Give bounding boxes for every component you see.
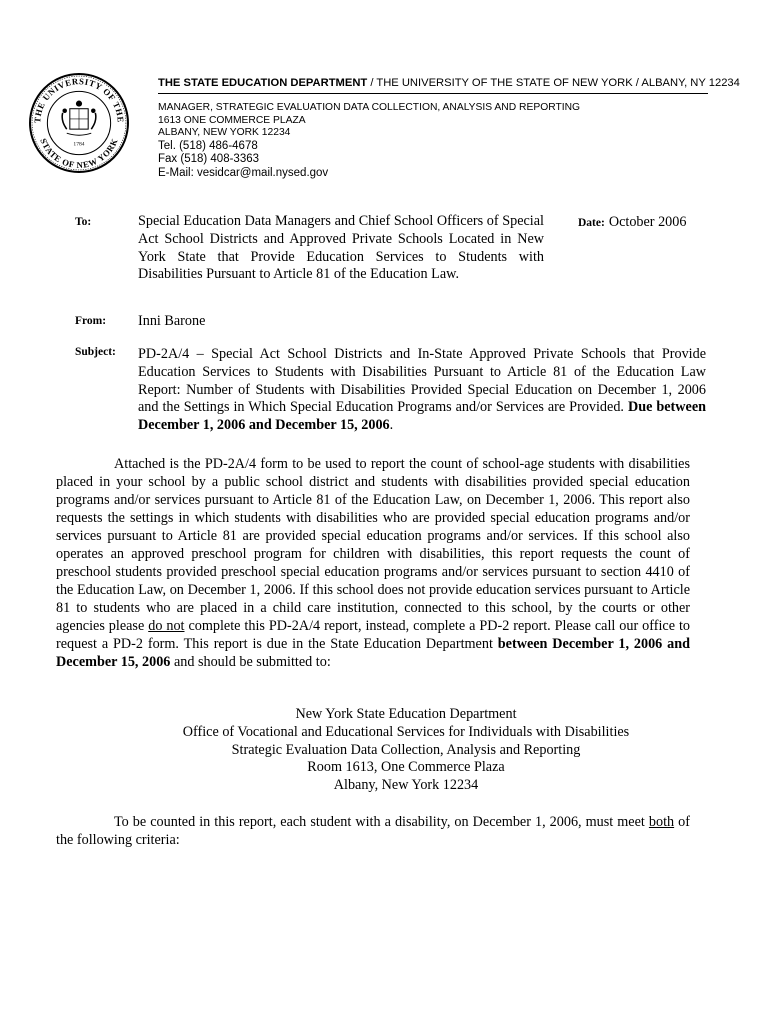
body-p2-both: both [648, 814, 675, 830]
department-address: / THE UNIVERSITY OF THE STATE OF NEW YORK / ALBANY, NY 12234 [367, 77, 740, 89]
subject-label: Subject: [75, 346, 116, 358]
memo-date [578, 213, 686, 231]
to-recipients: Special Education Data Managers and Chief School Officers of Special Act School Districts and Approved Private Schools Located in New York State that Provide Education Services to Students with Disabilities Pursuant to Article 81 of the Education Law. [138, 213, 544, 283]
address-line: Room 1613, One Commerce Plaza [307, 759, 505, 776]
address-line: Strategic Evaluation Data Collection, Analysis and Reporting [231, 741, 581, 758]
from-sender: Inni Barone [138, 313, 206, 329]
office-fax: Fax (518) 408-3363 [158, 153, 260, 166]
date-label: Date: [578, 217, 605, 229]
from-label: From: [75, 315, 107, 327]
body-p1-due-dates: between December 1, 2006 and December 15, 2006 [56, 636, 691, 670]
office-title: MANAGER, STRATEGIC EVALUATION DATA COLLECTION, ANALYSIS AND REPORTING [158, 102, 581, 113]
address-line: Albany, New York 12234 [333, 777, 479, 794]
svg-text:1784: 1784 [73, 141, 85, 148]
address-line: New York State Education Department [295, 706, 517, 722]
department-name: THE STATE EDUCATION DEPARTMENT [158, 77, 368, 89]
subject-due-dates: Due between December 1, 2006 and December 15, 2006 [138, 399, 707, 434]
body-p1-do-not: do not [148, 618, 185, 634]
office-address-line2: ALBANY, NEW YORK 12234 [158, 127, 291, 139]
svg-text:STATE OF NEW YORK: STATE OF NEW YORK [38, 136, 120, 170]
office-address-line1: 1613 ONE COMMERCE PLAZA [158, 114, 306, 126]
body-p1-part-a: Attached is the PD-2A/4 form to be used to report the count of school-age students with disabilities placed in your school by a public school district and students with disabilities provided special education programs and/or services pursuant to Article 81 of the Education Law, on December 1, 2006. This report also requests the settings in which students with disabilities who are provided special education programs and/or services pursuant to Article 81 are provided special education programs and/or services. If this school also operates an approved preschool program for children with disabilities, this report requests the count of preschool students provided preschool special education programs and/or services pursuant to section 4410 of the Education Law, on December 1, 2006. If this school does not provide education services pursuant to Article 81 to students who are placed in a child care institution, connected to this school, by the courts or other agencies please [56, 456, 690, 634]
letterhead [158, 77, 740, 181]
body-paragraph-2 [56, 813, 690, 849]
subject-text [138, 346, 706, 435]
subject-end: . [389, 417, 394, 434]
address-line: Office of Vocational and Educational Services for Individuals with Disabilities [182, 723, 630, 740]
office-telephone: Tel. (518) 486-4678 [158, 139, 258, 152]
to-label: To: [75, 216, 92, 228]
submission-address [56, 706, 756, 795]
state-seal-logo [28, 72, 130, 174]
body-p2-part-b: of the following criteria: [56, 814, 690, 848]
subject-body: PD-2A/4 – Special Act School Districts and In-State Approved Private Schools that Provide Education Services to Students with Disabilities Pursuant to Article 81 of the Education Law Report: Number of Students with Disabilities Provided Special Education on December 1, 2006 and the Settings in Which Special Education Programs and/or Services are Provided. [138, 346, 706, 416]
body-paragraph-1 [56, 455, 690, 671]
department-line [158, 77, 740, 94]
date-value: October 2006 [608, 214, 687, 230]
office-email[interactable]: E-Mail: vesidcar@mail.nysed.gov [158, 166, 329, 179]
body-p1-part-b: complete this PD-2A/4 report, instead, complete a PD-2 report. Please call our office to request a PD-2 form. This report is due in the State Education Department [56, 618, 690, 652]
body-p1-part-c: and should be submitted to: [170, 654, 331, 670]
svg-text:THE UNIVERSITY OF THE: THE UNIVERSITY OF THE [32, 76, 126, 124]
body-p2-part-a: To be counted in this report, each student with a disability, on December 1, 2006, must meet [114, 814, 649, 830]
office-contact-block [158, 102, 708, 181]
